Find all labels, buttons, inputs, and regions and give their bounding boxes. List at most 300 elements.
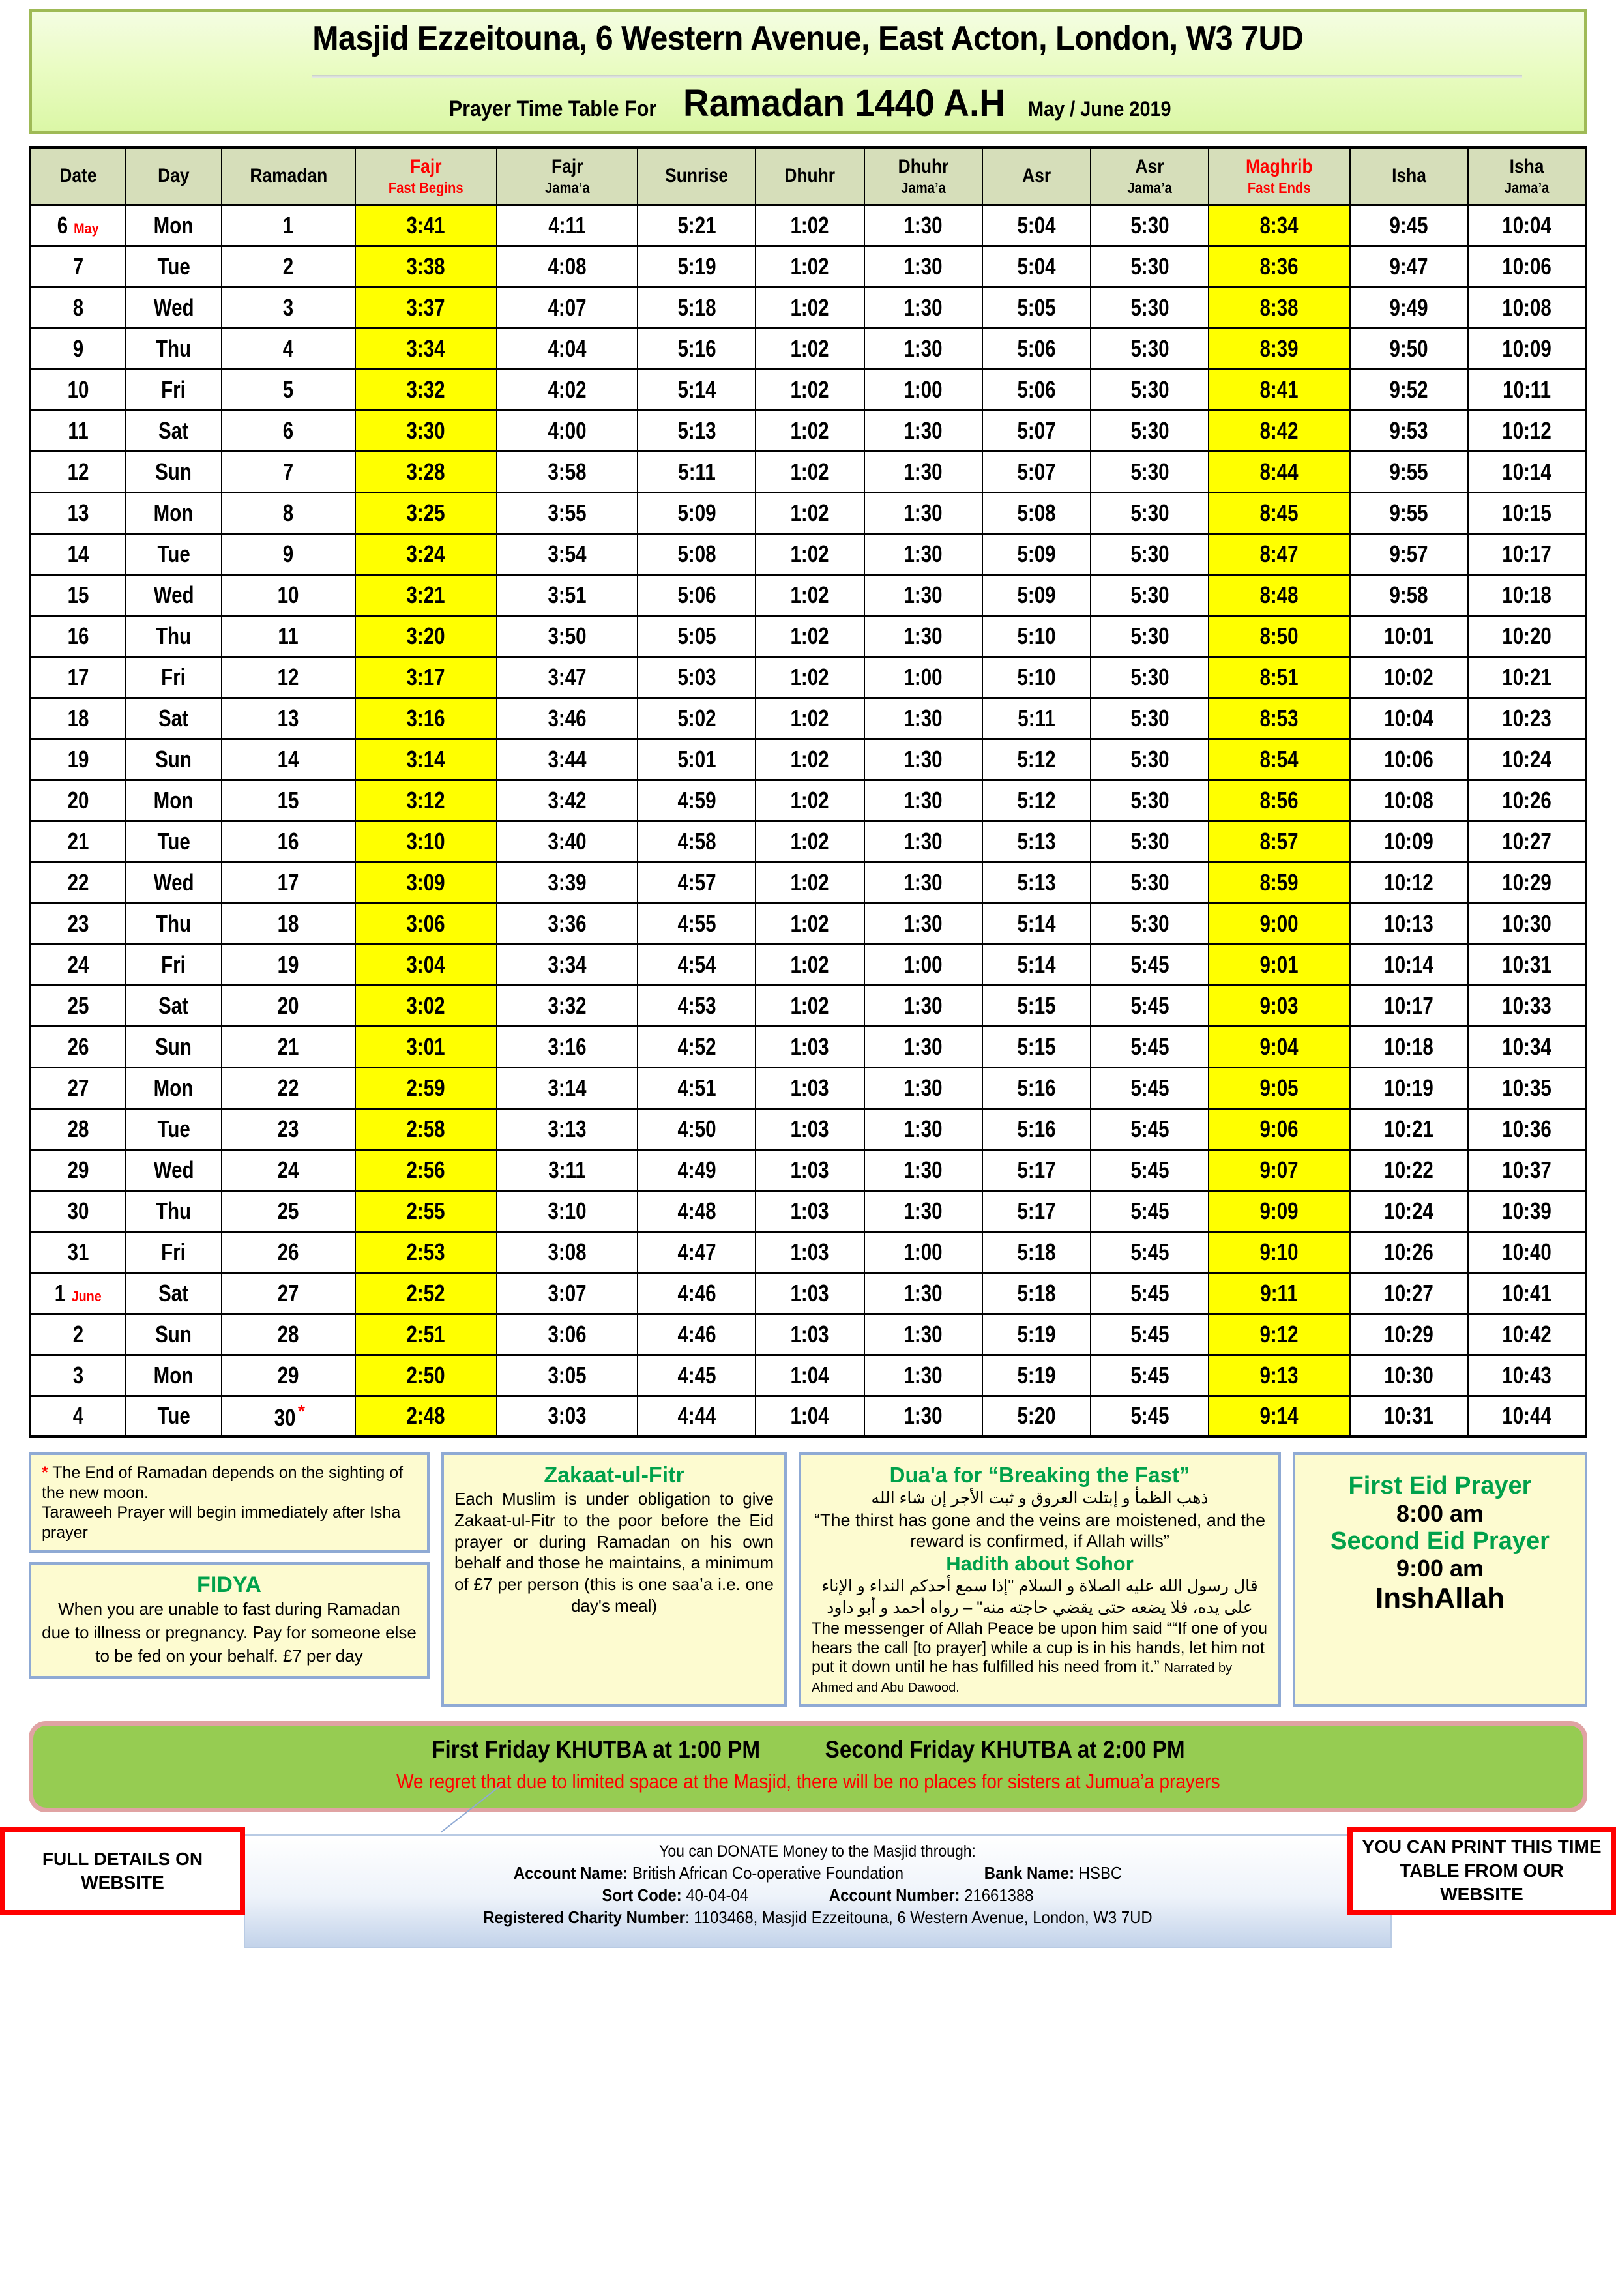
time-value: 5:18: [1017, 1238, 1056, 1265]
time-value: 10:09: [1502, 334, 1551, 362]
cell-date: [30, 1273, 126, 1314]
time-value: 4:44: [677, 1402, 716, 1430]
cell-ramadan-day: [222, 1067, 356, 1108]
cell-isha: [1350, 1026, 1468, 1067]
time-value: 5:15: [1017, 1033, 1056, 1060]
sisters-note-line: [33, 1763, 1583, 1793]
time-value: 5:11: [1018, 704, 1055, 731]
cell-fajr-jamaa: [497, 328, 638, 369]
cell-fajr-jamaa: [497, 287, 638, 328]
time-value: 9:06: [1259, 1115, 1299, 1142]
time-value: 1:30: [903, 622, 943, 649]
ramadan-day-number: 2: [283, 252, 294, 280]
cell-asr-jamaa: [1091, 615, 1209, 656]
time-value: Mon: [153, 1074, 194, 1101]
time-value: 5:11: [678, 458, 716, 485]
time-value: 1:04: [790, 1402, 830, 1430]
column-header-sub: Fast Ends: [1248, 179, 1311, 196]
table-row: [30, 698, 1586, 739]
time-value: 4:55: [677, 909, 716, 937]
time-value: 5:10: [1017, 622, 1056, 649]
time-value: Mon: [153, 211, 194, 239]
cell-fajr: [355, 780, 497, 821]
date-number: 17: [67, 663, 89, 690]
cell-isha-jamaa: [1468, 1149, 1586, 1190]
cell-day: [126, 369, 222, 410]
cell-fajr: [355, 1149, 497, 1190]
column-header-dhuhr: [756, 147, 864, 205]
ramadan-day-number: 29: [277, 1361, 299, 1389]
time-value: 10:12: [1502, 417, 1551, 444]
cell-asr-jamaa: [1091, 492, 1209, 533]
cell-day: [126, 1396, 222, 1437]
cell-fajr-jamaa: [497, 1355, 638, 1396]
time-value: 10:27: [1384, 1279, 1434, 1306]
cell-date: [30, 698, 126, 739]
time-value: 5:15: [1017, 992, 1056, 1019]
date-number: 23: [67, 909, 89, 937]
time-value: 10:35: [1502, 1074, 1551, 1101]
cell-asr-jamaa: [1091, 903, 1209, 944]
cell-day: [126, 1231, 222, 1273]
hadith-title: Hadith about Sohor: [946, 1552, 1134, 1575]
cell-ramadan-day: [222, 656, 356, 698]
time-value: 1:02: [790, 663, 830, 690]
time-value: 4:49: [677, 1156, 716, 1183]
time-value: 5:01: [677, 745, 716, 773]
cell-maghrib: [1209, 410, 1350, 451]
time-value: 10:29: [1384, 1320, 1434, 1347]
cell-fajr-jamaa: [497, 246, 638, 287]
time-value: Mon: [153, 786, 194, 814]
time-value: 5:16: [677, 334, 716, 362]
time-value: 5:45: [1130, 1238, 1169, 1265]
cell-date: [30, 656, 126, 698]
cell-asr: [982, 533, 1091, 574]
time-value: 10:12: [1384, 868, 1434, 896]
cell-sunrise: [638, 1190, 756, 1231]
cell-fajr: [355, 328, 497, 369]
time-value: 1:02: [790, 211, 830, 239]
cell-isha: [1350, 985, 1468, 1026]
cell-sunrise: [638, 410, 756, 451]
cell-isha: [1350, 205, 1468, 246]
cell-date: [30, 1396, 126, 1437]
time-value: 8:34: [1259, 211, 1299, 239]
cell-dhuhr-jamaa: [864, 328, 982, 369]
cell-asr: [982, 1273, 1091, 1314]
cell-sunrise: [638, 1355, 756, 1396]
cell-day: [126, 1108, 222, 1149]
table-header-row: [30, 147, 1586, 205]
khutba-times-line: [33, 1736, 1583, 1763]
cell-day: [126, 903, 222, 944]
cell-isha-jamaa: [1468, 1396, 1586, 1437]
cell-sunrise: [638, 780, 756, 821]
column-header-day: [126, 147, 222, 205]
time-value: 5:45: [1130, 1156, 1169, 1183]
time-value: 5:07: [1017, 417, 1056, 444]
ramadan-day-number: 3: [283, 293, 294, 321]
cell-sunrise: [638, 1231, 756, 1273]
cell-ramadan-day: [222, 985, 356, 1026]
cell-fajr-jamaa: [497, 1314, 638, 1355]
time-value: 3:10: [548, 1197, 587, 1224]
cell-fajr: [355, 1231, 497, 1273]
time-value: Sun: [155, 745, 192, 773]
time-value: 5:30: [1130, 211, 1169, 239]
time-value: 5:45: [1130, 992, 1169, 1019]
table-row: [30, 246, 1586, 287]
cell-isha-jamaa: [1468, 1108, 1586, 1149]
cell-dhuhr-jamaa: [864, 698, 982, 739]
column-header-asr-jamaa: [1091, 147, 1209, 205]
time-value: 10:44: [1502, 1402, 1551, 1430]
time-value: 1:30: [903, 1074, 943, 1101]
time-value: 3:36: [548, 909, 587, 937]
cell-day: [126, 1026, 222, 1067]
time-value: 3:32: [406, 375, 445, 403]
cell-sunrise: [638, 615, 756, 656]
ramadan-day-number: 19: [277, 950, 299, 978]
time-value: 2:51: [406, 1320, 445, 1347]
time-value: 5:45: [1130, 1197, 1169, 1224]
time-value: 3:37: [406, 293, 445, 321]
cell-dhuhr: [756, 533, 864, 574]
cell-asr: [982, 862, 1091, 903]
cell-dhuhr-jamaa: [864, 1026, 982, 1067]
cell-asr-jamaa: [1091, 328, 1209, 369]
time-value: Sat: [158, 417, 189, 444]
cell-day: [126, 1273, 222, 1314]
footer-section: [29, 1827, 1602, 1961]
time-value: 4:46: [677, 1320, 716, 1347]
cell-ramadan-day: [222, 574, 356, 615]
time-value: 10:06: [1502, 252, 1551, 280]
cell-dhuhr: [756, 1108, 864, 1149]
cell-dhuhr: [756, 287, 864, 328]
date-number: 10: [67, 375, 89, 403]
time-value: 3:47: [548, 663, 587, 690]
time-value: 3:13: [548, 1115, 587, 1142]
cell-ramadan-day: [222, 1396, 356, 1437]
cell-fajr-jamaa: [497, 944, 638, 985]
table-row: [30, 410, 1586, 451]
time-value: 5:30: [1130, 375, 1169, 403]
cell-dhuhr-jamaa: [864, 944, 982, 985]
cell-maghrib: [1209, 1355, 1350, 1396]
fidya-box: [29, 1562, 430, 1679]
time-value: 10:18: [1384, 1033, 1434, 1060]
time-value: 10:30: [1384, 1361, 1434, 1389]
table-row: [30, 451, 1586, 492]
cell-fajr: [355, 369, 497, 410]
cell-fajr-jamaa: [497, 656, 638, 698]
time-value: 3:55: [548, 499, 587, 526]
cell-sunrise: [638, 1067, 756, 1108]
dua-title: Dua'a for “Breaking the Fast”: [889, 1463, 1190, 1487]
cell-fajr: [355, 1108, 497, 1149]
column-header-sub: Jama’a: [900, 179, 946, 196]
time-value: 3:34: [406, 334, 445, 362]
time-value: 8:41: [1259, 375, 1299, 403]
time-value: 3:58: [548, 458, 587, 485]
time-value: Wed: [153, 868, 194, 896]
time-value: 3:20: [406, 622, 445, 649]
table-row: [30, 1355, 1586, 1396]
cell-isha-jamaa: [1468, 1067, 1586, 1108]
cell-date: [30, 821, 126, 862]
time-value: 1:30: [903, 827, 943, 855]
time-value: 9:55: [1389, 499, 1428, 526]
time-value: 3:09: [406, 868, 445, 896]
time-value: 3:17: [406, 663, 445, 690]
time-value: Sun: [155, 1033, 192, 1060]
time-value: 9:09: [1259, 1197, 1299, 1224]
time-value: 2:56: [406, 1156, 445, 1183]
cell-asr-jamaa: [1091, 1231, 1209, 1273]
time-value: 10:22: [1384, 1156, 1434, 1183]
cell-date: [30, 1108, 126, 1149]
cell-fajr-jamaa: [497, 698, 638, 739]
time-value: 9:57: [1389, 540, 1428, 567]
time-value: Wed: [153, 581, 194, 608]
time-value: 1:30: [903, 1115, 943, 1142]
time-value: 3:07: [548, 1279, 587, 1306]
full-details-callout[interactable]: FULL DETAILS ON WEBSITE: [0, 1827, 245, 1915]
time-value: 10:34: [1502, 1033, 1551, 1060]
time-value: 1:30: [903, 458, 943, 485]
cell-dhuhr: [756, 985, 864, 1026]
time-value: 9:10: [1259, 1238, 1299, 1265]
cell-day: [126, 328, 222, 369]
date-number: 4: [72, 1402, 84, 1430]
time-value: 3:11: [548, 1156, 586, 1183]
time-value: 10:14: [1384, 950, 1434, 978]
time-value: 5:45: [1130, 1320, 1169, 1347]
cell-isha: [1350, 1355, 1468, 1396]
time-value: 1:03: [790, 1279, 830, 1306]
first-eid-time: 8:00 am: [1396, 1499, 1484, 1527]
date-number: 27: [67, 1074, 89, 1101]
cell-date: [30, 246, 126, 287]
time-value: 1:03: [790, 1320, 830, 1347]
time-value: 5:21: [677, 211, 716, 239]
info-column-dua: [799, 1452, 1281, 1707]
time-value: 1:30: [903, 211, 943, 239]
cell-fajr: [355, 985, 497, 1026]
info-column-zakaat: [441, 1452, 787, 1707]
cell-isha: [1350, 780, 1468, 821]
time-value: 5:19: [677, 252, 716, 280]
cell-sunrise: [638, 328, 756, 369]
column-header-main: Isha: [1509, 156, 1544, 178]
account-number-value: 21661388: [964, 1885, 1034, 1906]
date-number: 11: [68, 417, 89, 444]
cell-asr-jamaa: [1091, 1273, 1209, 1314]
cell-ramadan-day: [222, 903, 356, 944]
time-value: 4:45: [677, 1361, 716, 1389]
second-khutba-text: Second Friday KHUTBA at 2:00 PM: [825, 1736, 1185, 1763]
cell-date: [30, 1314, 126, 1355]
cell-fajr: [355, 451, 497, 492]
cell-fajr: [355, 903, 497, 944]
cell-maghrib: [1209, 205, 1350, 246]
time-value: 1:02: [790, 540, 830, 567]
cell-ramadan-day: [222, 862, 356, 903]
time-value: 5:45: [1130, 1033, 1169, 1060]
time-value: 8:44: [1259, 458, 1299, 485]
print-timetable-callout[interactable]: YOU CAN PRINT THIS TIME TABLE FROM OUR WEBSITE: [1347, 1827, 1616, 1915]
time-value: 5:30: [1130, 334, 1169, 362]
time-value: 3:30: [406, 417, 445, 444]
cell-fajr: [355, 656, 497, 698]
time-value: 8:54: [1259, 745, 1299, 773]
time-value: 5:04: [1017, 252, 1056, 280]
cell-fajr-jamaa: [497, 985, 638, 1026]
column-header-fajr-fastbegins: [355, 147, 497, 205]
time-value: 1:30: [903, 909, 943, 937]
cell-dhuhr-jamaa: [864, 246, 982, 287]
cell-fajr-jamaa: [497, 533, 638, 574]
cell-day: [126, 698, 222, 739]
date-number: 30: [67, 1197, 89, 1224]
time-value: 4:50: [677, 1115, 716, 1142]
cell-date: [30, 862, 126, 903]
cell-fajr: [355, 574, 497, 615]
cell-isha: [1350, 328, 1468, 369]
cell-asr-jamaa: [1091, 698, 1209, 739]
cell-fajr-jamaa: [497, 492, 638, 533]
donation-panel: [244, 1834, 1392, 1948]
time-value: 2:52: [406, 1279, 445, 1306]
cell-asr-jamaa: [1091, 451, 1209, 492]
hadith-english-body: The messenger of Allah Peace be upon him said ““If one of you hears the call [to prayer] while a cup is in his hands, let him not put it down until he has fulfilled his need from it.”: [812, 1619, 1268, 1677]
cell-fajr: [355, 533, 497, 574]
cell-asr: [982, 328, 1091, 369]
time-value: 5:45: [1130, 1361, 1169, 1389]
time-value: 1:30: [903, 581, 943, 608]
cell-dhuhr: [756, 1026, 864, 1067]
cell-dhuhr: [756, 451, 864, 492]
cell-asr-jamaa: [1091, 533, 1209, 574]
eid-prayer-box: [1293, 1452, 1587, 1707]
column-header-main: Isha: [1391, 165, 1426, 187]
time-value: 1:02: [790, 252, 830, 280]
time-value: 9:14: [1259, 1402, 1299, 1430]
time-value: 1:02: [790, 745, 830, 773]
cell-asr: [982, 574, 1091, 615]
cell-maghrib: [1209, 985, 1350, 1026]
time-value: 1:30: [903, 745, 943, 773]
cell-isha-jamaa: [1468, 1026, 1586, 1067]
cell-asr: [982, 656, 1091, 698]
time-value: 1:30: [903, 1402, 943, 1430]
time-value: Sat: [158, 1279, 189, 1306]
account-number-label: Account Number:: [829, 1885, 960, 1906]
time-value: Tue: [157, 540, 190, 567]
cell-date: [30, 903, 126, 944]
cell-isha-jamaa: [1468, 328, 1586, 369]
time-value: 10:42: [1502, 1320, 1551, 1347]
cell-dhuhr-jamaa: [864, 780, 982, 821]
cell-isha: [1350, 1108, 1468, 1149]
cell-day: [126, 821, 222, 862]
cell-dhuhr: [756, 410, 864, 451]
cell-isha-jamaa: [1468, 451, 1586, 492]
time-value: 1:02: [790, 992, 830, 1019]
table-row: [30, 574, 1586, 615]
cell-fajr-jamaa: [497, 1273, 638, 1314]
date-number: 15: [67, 581, 89, 608]
cell-sunrise: [638, 574, 756, 615]
time-value: 9:55: [1389, 458, 1428, 485]
cell-maghrib: [1209, 287, 1350, 328]
ramadan-day-number: 22: [277, 1074, 299, 1101]
column-header-date: [30, 147, 126, 205]
time-value: 10:17: [1384, 992, 1434, 1019]
time-value: 1:03: [790, 1197, 830, 1224]
time-value: 3:28: [406, 458, 445, 485]
account-name-value: British African Co-operative Foundation: [632, 1863, 904, 1883]
time-value: 5:05: [677, 622, 716, 649]
time-value: 9:12: [1259, 1320, 1299, 1347]
cell-dhuhr: [756, 739, 864, 780]
cell-sunrise: [638, 656, 756, 698]
column-header-sub: Jama’a: [1127, 179, 1173, 196]
time-value: 5:30: [1130, 293, 1169, 321]
time-value: 1:03: [790, 1074, 830, 1101]
cell-ramadan-day: [222, 287, 356, 328]
cell-asr: [982, 287, 1091, 328]
time-value: Fri: [161, 663, 186, 690]
cell-fajr-jamaa: [497, 369, 638, 410]
time-value: 3:01: [406, 1033, 445, 1060]
cell-isha-jamaa: [1468, 246, 1586, 287]
cell-date: [30, 985, 126, 1026]
cell-day: [126, 985, 222, 1026]
column-header-ramadan: [222, 147, 356, 205]
column-header-main: Day: [157, 165, 190, 187]
cell-maghrib: [1209, 492, 1350, 533]
cell-isha-jamaa: [1468, 533, 1586, 574]
time-value: 10:18: [1502, 581, 1551, 608]
time-value: 10:27: [1502, 827, 1551, 855]
time-value: 1:30: [903, 1320, 943, 1347]
time-value: 5:13: [1017, 868, 1056, 896]
cell-fajr-jamaa: [497, 739, 638, 780]
time-value: 5:45: [1130, 1402, 1169, 1430]
cell-isha-jamaa: [1468, 985, 1586, 1026]
time-value: 3:14: [406, 745, 445, 773]
time-value: 3:14: [548, 1074, 587, 1101]
time-value: 5:30: [1130, 745, 1169, 773]
time-value: 5:16: [1017, 1115, 1056, 1142]
cell-sunrise: [638, 369, 756, 410]
cell-asr-jamaa: [1091, 1355, 1209, 1396]
table-row: [30, 1231, 1586, 1273]
time-value: 10:26: [1384, 1238, 1434, 1265]
cell-dhuhr: [756, 1231, 864, 1273]
cell-isha-jamaa: [1468, 369, 1586, 410]
cell-asr: [982, 1108, 1091, 1149]
date-number: 18: [67, 704, 89, 731]
time-value: 5:16: [1017, 1074, 1056, 1101]
cell-date: [30, 944, 126, 985]
cell-asr-jamaa: [1091, 985, 1209, 1026]
cell-date: [30, 369, 126, 410]
cell-isha-jamaa: [1468, 698, 1586, 739]
